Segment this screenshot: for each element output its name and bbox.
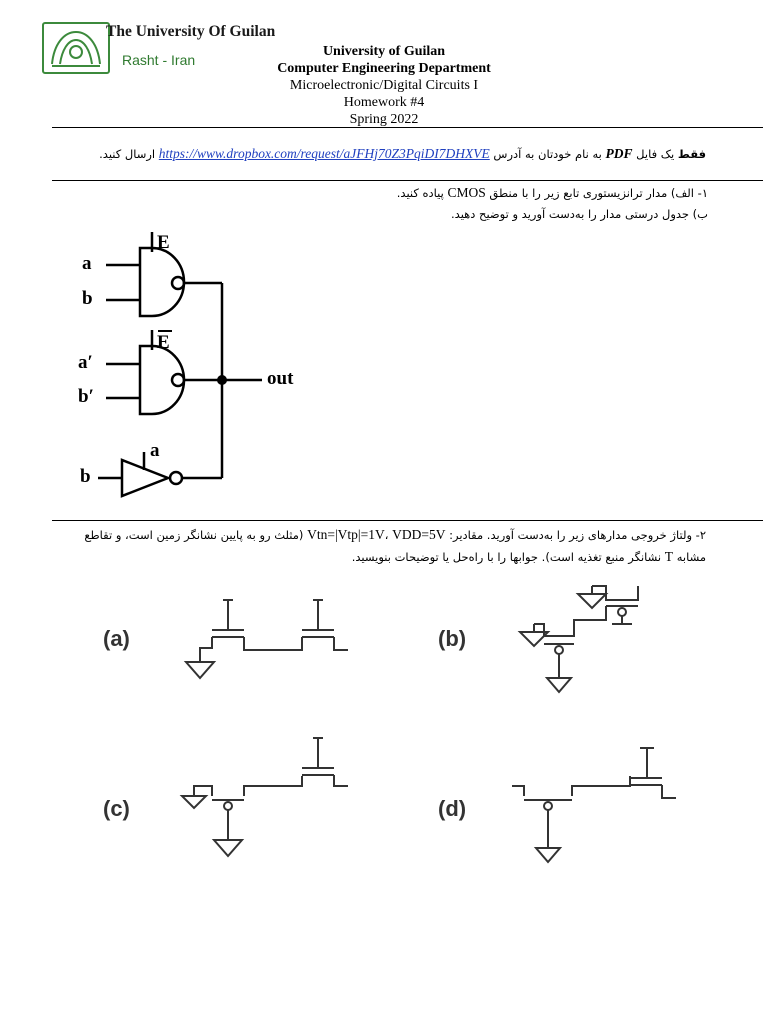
q1-number: ۱- <box>697 186 708 200</box>
q2-t: T <box>664 549 674 564</box>
instruction-pdf: PDF <box>605 146 633 161</box>
label-a: a <box>82 253 92 274</box>
inverter-bubble-1 <box>172 277 184 289</box>
junction-dot <box>217 375 227 385</box>
instruction-part1: یک فایل <box>636 147 675 161</box>
circuit-b <box>520 586 638 692</box>
header-course: Microelectronic/Digital Circuits I <box>289 78 479 93</box>
header-semester: Spring 2022 <box>349 112 419 127</box>
instruction-part3: ارسال کنید. <box>99 147 156 161</box>
label-enable-bar: E <box>157 332 170 353</box>
label-a-prime: a′ <box>78 352 93 373</box>
circuit-d <box>512 748 676 862</box>
header-homework: Homework #4 <box>343 95 425 110</box>
label-out: out <box>267 368 294 389</box>
q2-vtn: Vtn=|Vtp|=1V <box>307 527 385 542</box>
nand-gate-2 <box>140 346 184 414</box>
q2-line2-before: مشابه <box>676 550 706 564</box>
label-b-prime: b′ <box>78 386 94 407</box>
q2-line-2 <box>352 549 706 565</box>
circuit-a <box>186 600 348 678</box>
inverter-bubble-3 <box>170 472 182 484</box>
header-university: University of Guilan <box>322 44 446 59</box>
figure-label-b: (b) <box>438 626 467 651</box>
nand-gate-1 <box>140 248 184 316</box>
header-department: Computer Engineering Department <box>277 61 491 76</box>
q1-line-b: ب) جدول درستی مدار را به‌دست آورید و توضیح دهید. <box>451 207 708 221</box>
q1-part-a-after: پیاده کنید. <box>396 186 444 200</box>
figure-label-c: (c) <box>103 796 130 821</box>
inverter-bubble-2 <box>172 374 184 386</box>
instruction-rule <box>52 180 763 181</box>
buffer-triangle <box>122 460 168 496</box>
instruction-line <box>99 146 706 162</box>
logo-title: The University Of Guilan <box>106 23 276 40</box>
figure-label-a: (a) <box>103 626 130 651</box>
q2-line1-after: (مثلث رو به پایین نشانگر زمین است، و تقاطع <box>84 528 304 542</box>
label-enable: E <box>157 232 170 253</box>
q1-cmos: CMOS <box>447 185 486 200</box>
q2-number: ۲- <box>695 528 706 542</box>
header-rule <box>52 127 763 128</box>
q1-line-a <box>397 185 708 201</box>
label-b: b <box>82 288 93 309</box>
instruction-part2: به نام خودتان به آدرس <box>493 147 602 161</box>
q1-part-a-before: الف) مدار ترانزیستوری تابع زیر را با منطق <box>489 186 694 200</box>
q1-rule <box>52 520 763 521</box>
q2-line2-after: نشانگر منبع تغذیه است). جوابها را با راه‌حل یا توضیحات بنویسید. <box>351 550 662 564</box>
dropbox-link[interactable]: https://www.dropbox.com/request/aJFHj70Z3PqiDI7DHXVE <box>158 146 490 161</box>
circuit-c <box>182 738 348 856</box>
q2-line1-before: ولتاژ خروجی مدارهای زیر را به‌دست آورید. مقادیر: <box>449 528 692 542</box>
q2-line-1: ۲- ولتاژ خروجی مدارهای زیر را به‌دست آورید. مقادیر: Vtn=|Vtp|=1V، VDD=5V (مثلث رو به پایین نشانگر زمین است، و تقاطع <box>84 527 706 542</box>
label-buffer-input: b <box>80 466 91 487</box>
label-buffer-control: a <box>150 440 160 461</box>
figure-label-d: (d) <box>438 796 467 821</box>
logo-city: Rasht - Iran <box>122 52 196 68</box>
q2-vdd: VDD=5V <box>392 527 446 542</box>
instruction-bold: فقط <box>677 147 706 161</box>
